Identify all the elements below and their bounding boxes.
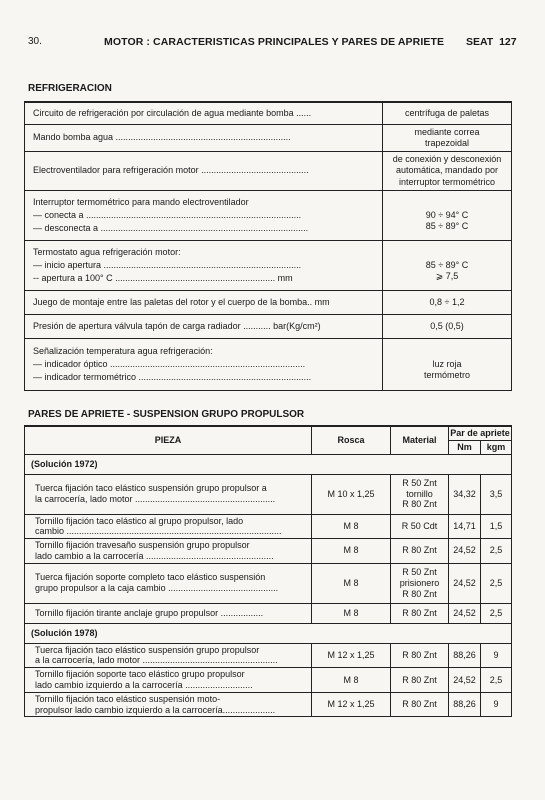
spec-value xyxy=(383,102,512,124)
spec-label-line: Termostato agua refrigeración motor: xyxy=(33,246,181,257)
material-line: R 80 Znt xyxy=(402,588,437,599)
refrigeracion-row xyxy=(25,190,512,240)
table-row xyxy=(25,514,512,539)
material-line: R 50 Znt xyxy=(402,477,437,488)
brand-name: SEAT xyxy=(466,36,494,48)
material-line: R 80 Znt xyxy=(402,499,437,510)
pieza-line: lado cambio a la carrocería ................................................... xyxy=(35,550,274,561)
spec-value-line: 0,8 ÷ 1,2 xyxy=(429,296,465,307)
cell-pieza xyxy=(25,563,312,603)
cell-rosca: M 8 xyxy=(312,563,391,603)
cell-nm: 34,32 xyxy=(449,474,481,514)
spec-value xyxy=(383,240,512,290)
cell-material xyxy=(391,668,449,693)
refrigeracion-table xyxy=(24,101,512,391)
refrigeracion-heading: REFRIGERACION xyxy=(28,83,112,94)
cell-kgm: 2,5 xyxy=(481,603,512,623)
spec-value-line: 0,5 (0,5) xyxy=(430,320,464,331)
col-rosca: Rosca xyxy=(312,426,391,454)
pares-table xyxy=(24,425,512,717)
pieza-line: Tornillo fijación taco elástico suspensión moto- xyxy=(35,693,221,704)
page-title: MOTOR : CARACTERISTICAS PRINCIPALES Y PARES DE APRIETE xyxy=(104,36,445,48)
cell-kgm: 9 xyxy=(481,692,512,717)
cell-material xyxy=(391,643,449,668)
spec-label-line: Circuito de refrigeración por circulación de agua mediante bomba ...... xyxy=(33,107,312,118)
brand-page xyxy=(466,36,517,48)
cell-material xyxy=(391,563,449,603)
pieza-line: propulsor lado cambio izquierdo a la carrocería..................... xyxy=(35,704,276,715)
cell-pieza xyxy=(25,668,312,693)
cell-pieza xyxy=(25,692,312,717)
spec-label-line: -- apertura a 100° C ................................................................ mm xyxy=(33,272,293,283)
pieza-line: lado cambio izquierdo a la carrocería ........................... xyxy=(35,680,253,691)
spec-label-line: — indicador óptico .............................................................................. xyxy=(33,358,306,369)
refrigeracion-row xyxy=(25,124,512,152)
group-row xyxy=(25,623,512,643)
spec-value-line: interruptor termométrico xyxy=(398,176,496,187)
cell-rosca: M 8 xyxy=(312,514,391,539)
spec-label-line: — indicador termométrico ..................................................................... xyxy=(33,371,312,382)
spec-label xyxy=(25,338,383,390)
spec-label xyxy=(25,102,383,124)
material-line: R 80 Znt xyxy=(402,607,437,618)
cell-rosca: M 12 x 1,25 xyxy=(312,692,391,717)
spec-label-line: Señalización temperatura agua refrigeración: xyxy=(33,345,213,356)
table-row xyxy=(25,668,512,693)
cell-rosca: M 12 x 1,25 xyxy=(312,643,391,668)
cell-material xyxy=(391,603,449,623)
spec-value xyxy=(383,190,512,240)
spec-value xyxy=(383,338,512,390)
cell-kgm: 1,5 xyxy=(481,514,512,539)
spec-label-line: — desconecta a ................................................................................... xyxy=(33,222,309,233)
spec-label xyxy=(25,290,383,314)
material-line: R 50 Cdt xyxy=(401,520,438,531)
cell-nm: 24,52 xyxy=(449,563,481,603)
spec-value-line: 85 ÷ 89° C xyxy=(425,220,469,231)
spec-label xyxy=(25,314,383,338)
cell-material xyxy=(391,474,449,514)
material-line: prisionero xyxy=(399,577,440,588)
material-line: R 50 Znt xyxy=(402,566,437,577)
cell-material xyxy=(391,514,449,539)
refrigeracion-row xyxy=(25,314,512,338)
cell-nm: 24,52 xyxy=(449,539,481,564)
spec-value xyxy=(383,152,512,191)
col-material: Material xyxy=(391,426,449,454)
cell-kgm: 2,5 xyxy=(481,563,512,603)
spec-value-line xyxy=(389,348,505,359)
cell-material xyxy=(391,539,449,564)
cell-pieza xyxy=(25,539,312,564)
spec-label xyxy=(25,124,383,152)
spec-value-line: centrífuga de paletas xyxy=(404,107,490,118)
cell-nm: 24,52 xyxy=(449,668,481,693)
refrigeracion-row xyxy=(25,240,512,290)
spec-label xyxy=(25,190,383,240)
spec-label-line: Mando bomba agua ...................................................................... xyxy=(33,132,291,143)
spec-value xyxy=(383,124,512,152)
cell-kgm: 2,5 xyxy=(481,668,512,693)
spec-label-line: Juego de montaje entre las paletas del rotor y el cuerpo de la bomba.. mm xyxy=(33,296,330,307)
cell-kgm: 9 xyxy=(481,643,512,668)
spec-label-line: — inicio apertura ............................................................................... xyxy=(33,259,302,270)
material-line: tornillo xyxy=(406,488,433,499)
cell-pieza xyxy=(25,474,312,514)
spec-value-line: automática, mandado por xyxy=(395,165,499,176)
col-kgm: kgm xyxy=(481,440,512,454)
spec-value-line: 85 ÷ 89° C xyxy=(425,259,469,270)
cell-pieza xyxy=(25,603,312,623)
refrigeracion-row xyxy=(25,290,512,314)
cell-pieza xyxy=(25,643,312,668)
spec-value-line: trapezoidal xyxy=(424,137,470,148)
table-row xyxy=(25,474,512,514)
spec-value-line: termómetro xyxy=(423,369,470,380)
brand-page-number: 127 xyxy=(499,36,517,48)
group-row xyxy=(25,454,512,474)
spec-value-line xyxy=(389,199,505,210)
table-row xyxy=(25,603,512,623)
pieza-line: grupo propulsor a la caja cambio ............................................ xyxy=(35,583,279,594)
material-line: R 80 Znt xyxy=(402,699,437,710)
spec-label-line: Electroventilador para refrigeración motor ........................................... xyxy=(33,165,309,176)
spec-value xyxy=(383,290,512,314)
cell-kgm: 2,5 xyxy=(481,539,512,564)
spec-value-line xyxy=(389,249,505,260)
cell-material xyxy=(391,692,449,717)
cell-rosca: M 8 xyxy=(312,603,391,623)
table-row xyxy=(25,539,512,564)
pieza-line: Tornillo fijación soporte taco elástico grupo propulsor xyxy=(35,669,245,680)
pieza-line: a la carrocería, lado motor ...................................................... xyxy=(35,655,278,666)
page-number: 30. xyxy=(28,36,42,47)
spec-value xyxy=(383,314,512,338)
pieza-line: Tornillo fijación tirante anclaje grupo propulsor ................. xyxy=(35,607,264,618)
pieza-line: Tornillo fijación travesaño suspensión grupo propulsor xyxy=(35,540,250,551)
cell-nm: 88,26 xyxy=(449,692,481,717)
cell-nm: 24,52 xyxy=(449,603,481,623)
pieza-line: Tuerca fijación soporte completo taco elástico suspensión xyxy=(35,572,266,583)
table-row xyxy=(25,643,512,668)
spec-label xyxy=(25,152,383,191)
cell-pieza xyxy=(25,514,312,539)
group-label: (Solución 1978) xyxy=(25,623,512,643)
col-pieza: PIEZA xyxy=(25,426,312,454)
material-line: R 80 Znt xyxy=(402,650,437,661)
cell-rosca: M 10 x 1,25 xyxy=(312,474,391,514)
cell-nm: 88,26 xyxy=(449,643,481,668)
pieza-line: Tuerca fijación taco elástico suspensión grupo propulsor xyxy=(35,644,260,655)
table-row xyxy=(25,563,512,603)
pieza-line: Tuerca fijación taco elástico suspensión grupo propulsor a xyxy=(35,483,267,494)
refrigeracion-row xyxy=(25,338,512,390)
cell-rosca: M 8 xyxy=(312,539,391,564)
col-nm: Nm xyxy=(449,440,481,454)
material-line: R 80 Znt xyxy=(402,674,437,685)
spec-value-line: de conexión y desconexión xyxy=(392,154,502,164)
pieza-line: la carrocería, lado motor ........................................................ xyxy=(35,494,276,504)
table-row xyxy=(25,692,512,717)
col-par-apriete: Par de apriete xyxy=(449,426,512,440)
spec-label xyxy=(25,240,383,290)
spec-label-line: Interruptor termométrico para mando electroventilador xyxy=(33,196,249,207)
pieza-line: cambio ...................................................................................... xyxy=(35,526,282,537)
spec-value-line: luz roja xyxy=(432,358,462,369)
spec-label-line: Presión de apertura válvula tapón de carga radiador ........... bar(Kg/cm²) xyxy=(33,320,321,331)
pieza-line: Tornillo fijación taco elástico al grupo propulsor, lado xyxy=(35,515,244,526)
cell-rosca: M 8 xyxy=(312,668,391,693)
pares-heading: PARES DE APRIETE - SUSPENSION GRUPO PROPULSOR xyxy=(28,409,305,420)
material-line: R 80 Znt xyxy=(402,545,437,556)
spec-label-line: — conecta a ...................................................................................... xyxy=(33,209,302,220)
refrigeracion-row xyxy=(25,102,512,124)
group-label: (Solución 1972) xyxy=(25,454,512,474)
page-header xyxy=(0,36,545,52)
spec-value-line: 90 ÷ 94° C xyxy=(425,209,469,220)
spec-value-line: ⩾ 7,5 xyxy=(435,270,459,281)
refrigeracion-row xyxy=(25,152,512,191)
cell-kgm: 3,5 xyxy=(481,474,512,514)
spec-value-line: mediante correa xyxy=(414,126,480,137)
cell-nm: 14,71 xyxy=(449,514,481,539)
